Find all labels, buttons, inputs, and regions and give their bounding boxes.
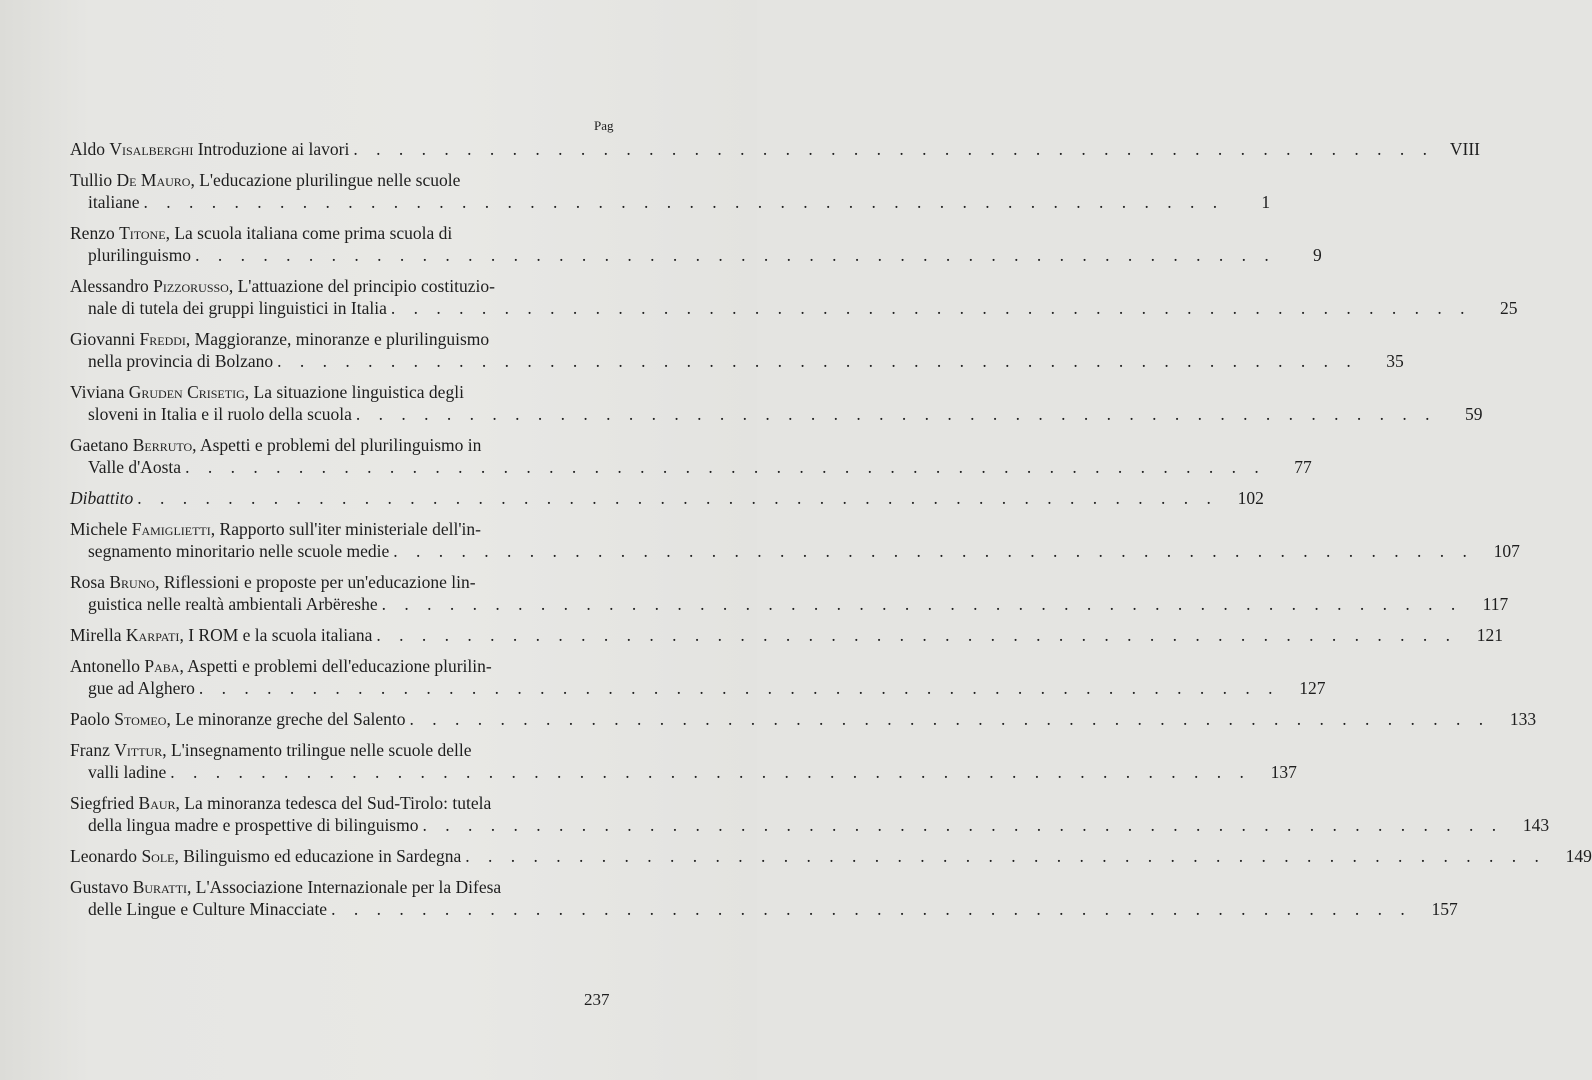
toc-entry (70, 487, 1264, 509)
leader-dots: . . . . . . . . . . . . . . . . . . . . . . . . . . . . . . . . . . . . . . . . . . . . . . . . (195, 245, 1276, 265)
toc-title-continuation: Valle d'Aosta (88, 457, 182, 477)
toc-author-first-name: Tullio (70, 170, 113, 190)
toc-entry (70, 739, 1297, 783)
toc-title-continuation: gue ad Alghero (88, 678, 195, 698)
toc-title: , Rapporto sull'iter ministeriale dell'in- (210, 519, 481, 539)
toc-author-surname: Sole (141, 846, 175, 866)
toc-entry (70, 381, 1483, 425)
page-number: 237 (584, 990, 610, 1009)
table-of-contents (70, 138, 1592, 929)
toc-page-number: VIII (1449, 139, 1480, 159)
toc-page-number: 127 (1299, 678, 1326, 698)
toc-title: , Aspetti e problemi del plurilinguismo in (192, 435, 482, 455)
toc-author-surname: Gruden Crisetig (128, 382, 245, 402)
toc-page-number: 137 (1270, 762, 1297, 782)
toc-author-surname: Paba (144, 656, 180, 676)
leader-dots: . . . . . . . . . . . . . . . . . . . . . . . . . . . . . . . . . . . . . . . . . . . . . . . . (170, 762, 1251, 782)
toc-title: , Bilinguismo ed educazione in Sardegna (174, 846, 462, 866)
toc-author-surname: Vittur (114, 740, 163, 760)
toc-entry (70, 845, 1592, 867)
leader-dots: . . . . . . . . . . . . . . . . . . . . . . . . . . . . . . . . . . . . . . . . . . . . . . . . (353, 139, 1434, 159)
toc-author-first-name: Antonello (70, 656, 140, 676)
leader-dots: . . . . . . . . . . . . . . . . . . . . . . . . . . . . . . . . . . . . . . . . . . . . . . . . (355, 404, 1437, 424)
toc-entry (70, 434, 1312, 478)
toc-author-first-name: Alessandro (70, 276, 149, 296)
toc-author-first-name: Siegfried (70, 793, 135, 813)
leader-dots: . . . . . . . . . . . . . . . . . . . . . . . . . . . . . . . . . . . . . . . . . . . . . . . . (381, 594, 1463, 614)
toc-author-surname: Berruto (132, 435, 193, 455)
leader-dots: . . . . . . . . . . . . . . . . . . . . . . . . . . . . . . . . . . . . . . . . . . . . . . . . (198, 678, 1280, 698)
toc-entry (70, 328, 1404, 372)
toc-page-number: 149 (1565, 846, 1592, 866)
toc-page-number: 25 (1500, 298, 1518, 318)
leader-dots: . . . . . . . . . . . . . . . . . . . . . . . . . . . . . . . . . . . . . . . . . . . . . . . . (185, 457, 1266, 477)
leader-dots: . . . . . . . . . . . . . . . . . . . . . . . . . . . . . . . . . . . . . . . . . . . . . . . . (137, 488, 1218, 508)
leader-dots: . . . . . . . . . . . . . . . . . . . . . . . . . . . . . . . . . . . . . . . . . . . . . . . . (422, 815, 1504, 835)
toc-title: , Aspetti e problemi dell'educazione plurilin- (179, 656, 492, 676)
toc-author-surname: De Mauro (116, 170, 191, 190)
toc-entry (70, 222, 1322, 266)
toc-author-first-name: Leonardo (70, 846, 138, 866)
toc-page-number: 157 (1431, 899, 1458, 919)
toc-author-first-name: Renzo (70, 223, 115, 243)
toc-page-number: 107 (1493, 541, 1520, 561)
toc-title-continuation: delle Lingue e Culture Minacciate (88, 899, 328, 919)
leader-dots: . . . . . . . . . . . . . . . . . . . . . . . . . . . . . . . . . . . . . . . . . . . . . . . . (465, 846, 1546, 866)
leader-dots: . . . . . . . . . . . . . . . . . . . . . . . . . . . . . . . . . . . . . . . . . . . . . . . . (277, 351, 1358, 371)
toc-page-number: 59 (1465, 404, 1483, 424)
toc-title: , La minoranza tedesca del Sud-Tirolo: tutela (175, 793, 492, 813)
toc-entry (70, 169, 1271, 213)
toc-title: , L'educazione plurilingue nelle scuole (190, 170, 461, 190)
toc-title-continuation: nella provincia di Bolzano (88, 351, 274, 371)
toc-author-first-name: Mirella (70, 625, 122, 645)
toc-entry (70, 876, 1458, 920)
toc-author-surname: Visalberghi (109, 139, 194, 159)
leader-dots: . . . . . . . . . . . . . . . . . . . . . . . . . . . . . . . . . . . . . . . . . . . . . . . . (393, 541, 1474, 561)
toc-page-number: 9 (1312, 245, 1322, 265)
toc-author-surname: Buratti (132, 877, 188, 897)
toc-title: , La scuola italiana come prima scuola di (165, 223, 453, 243)
toc-title-continuation: sloveni in Italia e il ruolo della scuola (88, 404, 352, 424)
page-column-header: Pag (594, 118, 614, 133)
toc-author-first-name: Viviana (70, 382, 125, 402)
toc-title: , I ROM e la scuola italiana (179, 625, 373, 645)
toc-author-first-name: Gustavo (70, 877, 129, 897)
toc-author-first-name: Michele (70, 519, 128, 539)
toc-title-continuation: guistica nelle realtà ambientali Arbëreshe (88, 594, 378, 614)
toc-author-first-name: Paolo (70, 709, 110, 729)
toc-entry (70, 792, 1550, 836)
leader-dots: . . . . . . . . . . . . . . . . . . . . . . . . . . . . . . . . . . . . . . . . . . . . . . . . (390, 298, 1472, 318)
toc-author-first-name: Franz (70, 740, 110, 760)
toc-entry (70, 655, 1326, 699)
toc-page-number: 1 (1261, 192, 1271, 212)
toc-entry (70, 624, 1503, 646)
toc-author-first-name: Rosa (70, 572, 105, 592)
toc-page-number: 35 (1386, 351, 1404, 371)
toc-entry (70, 275, 1518, 319)
toc-title-continuation: italiane (88, 192, 140, 212)
toc-title: , L'Associazione Internazionale per la Difesa (187, 877, 502, 897)
toc-author-surname: Titone (119, 223, 166, 243)
toc-entry (70, 571, 1509, 615)
toc-title: , L'insegnamento trilingue nelle scuole delle (162, 740, 472, 760)
toc-page-number: 143 (1522, 815, 1550, 835)
toc-author-surname: Famiglietti (131, 519, 211, 539)
toc-author-surname: Stomeo (114, 709, 167, 729)
toc-page-number: 117 (1482, 594, 1509, 614)
toc-author-surname: Bruno (109, 572, 156, 592)
toc-title: , Le minoranze greche del Salento (166, 709, 406, 729)
toc-page-number: 102 (1237, 488, 1264, 508)
toc-title: , La situazione linguistica degli (244, 382, 464, 402)
toc-entry (70, 138, 1480, 160)
toc-title: , Maggioranze, minoranze e plurilinguismo (185, 329, 490, 349)
toc-title: , Riflessioni e proposte per un'educazione lin- (155, 572, 476, 592)
toc-title-continuation: segnamento minoritario nelle scuole medie (88, 541, 390, 561)
toc-title-continuation: plurilinguismo (88, 245, 192, 265)
leader-dots: . . . . . . . . . . . . . . . . . . . . . . . . . . . . . . . . . . . . . . . . . . . . . . . . (331, 899, 1412, 919)
toc-page-number: 133 (1509, 709, 1537, 729)
toc-author-first-name: Giovanni (70, 329, 136, 349)
toc-section-title: Dibattito (70, 488, 134, 508)
toc-title: , L'attuazione del principio costituzio- (228, 276, 495, 296)
leader-dots: . . . . . . . . . . . . . . . . . . . . . . . . . . . . . . . . . . . . . . . . . . . . . . . . (143, 192, 1225, 212)
toc-entry (70, 708, 1537, 730)
toc-author-first-name: Gaetano (70, 435, 129, 455)
toc-author-first-name: Aldo (70, 139, 105, 159)
toc-title: Introduzione ai lavori (193, 139, 350, 159)
toc-title-continuation: nale di tutela dei gruppi linguistici in Italia (88, 298, 387, 318)
toc-author-surname: Pizzorusso (153, 276, 229, 296)
toc-author-surname: Baur (138, 793, 176, 813)
toc-entry (70, 518, 1520, 562)
leader-dots: . . . . . . . . . . . . . . . . . . . . . . . . . . . . . . . . . . . . . . . . . . . . . . . . (409, 709, 1491, 729)
toc-title-continuation: della lingua madre e prospettive di bilinguismo (88, 815, 419, 835)
leader-dots: . . . . . . . . . . . . . . . . . . . . . . . . . . . . . . . . . . . . . . . . . . . . . . . . (376, 625, 1457, 645)
toc-author-surname: Freddi (139, 329, 186, 349)
toc-page-number: 77 (1294, 457, 1312, 477)
toc-title-continuation: valli ladine (88, 762, 167, 782)
toc-page-number: 121 (1476, 625, 1503, 645)
toc-author-surname: Karpati (125, 625, 180, 645)
